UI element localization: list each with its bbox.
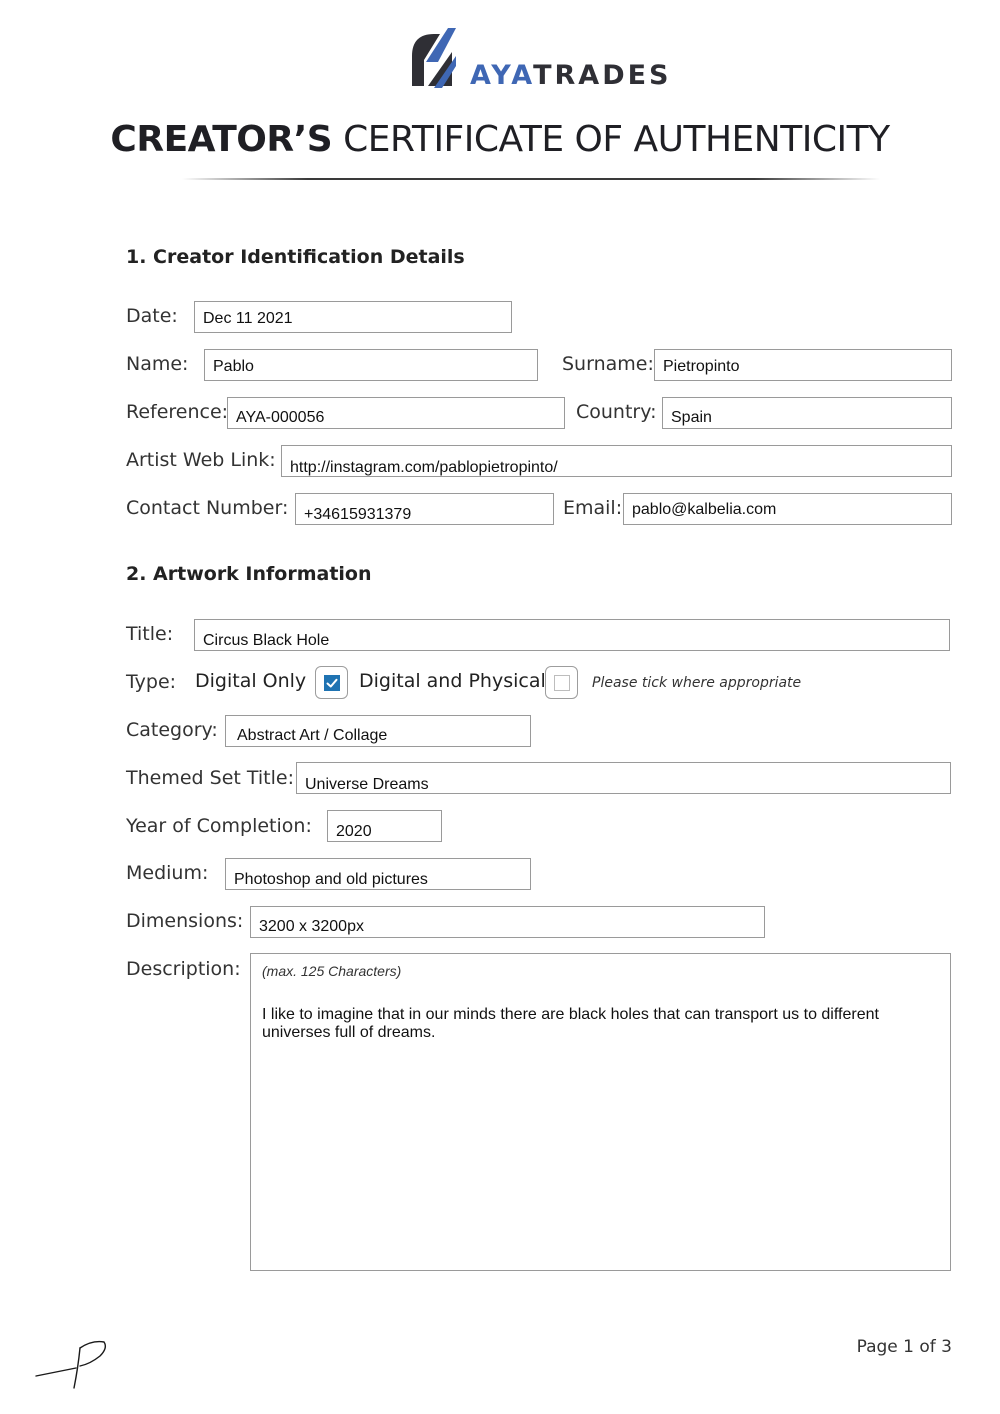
name-label: Name: (126, 353, 189, 375)
description-hint: (max. 125 Characters) (262, 963, 402, 979)
email-field[interactable]: pablo@kalbelia.com (623, 493, 952, 525)
type-digital-only-label: Digital Only (195, 670, 307, 692)
page-title (0, 118, 1000, 162)
digital-only-checkbox[interactable] (315, 666, 348, 699)
date-field[interactable]: Dec 11 2021 (194, 301, 512, 333)
name-field[interactable]: Pablo (204, 349, 538, 381)
page-number: Page 1 of 3 (856, 1337, 952, 1357)
country-label: Country: (576, 401, 657, 423)
year-label: Year of Completion: (126, 815, 312, 837)
ayatrades-logo-icon (404, 22, 464, 92)
title-regular-part: CERTIFICATE OF AUTHENTICITY (343, 119, 890, 160)
themed-set-field[interactable]: Universe Dreams (296, 762, 951, 794)
dimensions-label: Dimensions: (126, 910, 244, 932)
title-divider (182, 178, 880, 180)
type-digital-physical-label: Digital and Physical (359, 670, 546, 692)
check-icon (324, 675, 340, 691)
description-text: I like to imagine that in our minds there are black holes that can transport us to different universes full of dreams. (262, 1006, 879, 1041)
handwritten-signature (34, 1334, 114, 1394)
section-heading-artwork: 2. Artwork Information (126, 563, 372, 585)
contact-label: Contact Number: (126, 497, 289, 519)
year-field[interactable]: 2020 (327, 810, 442, 842)
reference-label: Reference: (126, 401, 229, 423)
description-label: Description: (126, 958, 241, 980)
type-hint: Please tick where appropriate (592, 675, 802, 691)
country-field[interactable]: Spain (662, 397, 952, 429)
digital-physical-checkbox[interactable] (545, 666, 578, 699)
brand-name-trades: TRADES (533, 60, 672, 91)
type-label: Type: (126, 671, 177, 693)
section-heading-creator: 1. Creator Identification Details (126, 246, 465, 268)
dimensions-field[interactable]: 3200 x 3200px (250, 906, 765, 938)
title-label: Title: (126, 623, 174, 645)
reference-field[interactable]: AYA-000056 (227, 397, 565, 429)
digital-only-checkbox-fill (324, 675, 340, 691)
surname-field[interactable]: Pietropinto (654, 349, 952, 381)
category-field[interactable]: Abstract Art / Collage (225, 715, 531, 747)
weblink-field[interactable]: http://instagram.com/pablopietropinto/ (281, 445, 952, 477)
title-bold-part: CREATOR’S (110, 119, 333, 160)
contact-field[interactable]: +34615931379 (295, 493, 554, 525)
email-label: Email: (563, 497, 623, 519)
themed-set-label: Themed Set Title: (126, 767, 294, 789)
brand-name (470, 62, 672, 89)
medium-field[interactable]: Photoshop and old pictures (225, 858, 531, 890)
date-label: Date: (126, 305, 178, 327)
medium-label: Medium: (126, 862, 209, 884)
digital-physical-checkbox-box (554, 675, 570, 691)
artwork-title-field[interactable]: Circus Black Hole (194, 619, 950, 651)
brand-name-aya: AYA (470, 60, 534, 91)
description-textarea[interactable] (250, 953, 951, 1271)
category-label: Category: (126, 719, 218, 741)
surname-label: Surname: (562, 353, 654, 375)
brand-logo (404, 22, 672, 92)
weblink-label: Artist Web Link: (126, 449, 276, 471)
